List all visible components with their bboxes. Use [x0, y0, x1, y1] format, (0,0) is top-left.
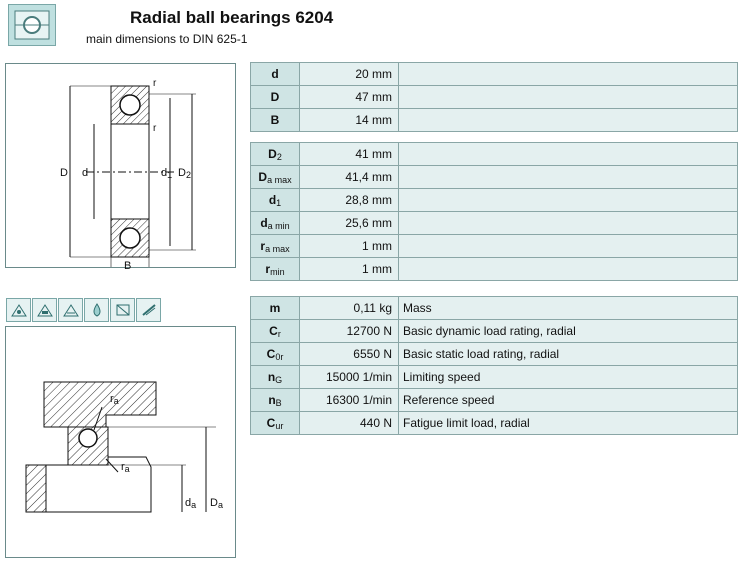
Da-label [210, 497, 223, 510]
dim-label-d1 [161, 167, 172, 180]
page-title: Radial ball bearings 6204 [130, 8, 334, 27]
table-row [251, 189, 738, 212]
description-cell [399, 143, 738, 166]
description-cell [399, 109, 738, 132]
description-cell: Basic static load rating, radial [399, 343, 738, 366]
symbol: r [265, 261, 271, 276]
value-cell: 25,6 mm [300, 212, 399, 235]
symbol: n [268, 392, 276, 407]
value-cell: 15000 1/min [300, 366, 399, 389]
mounting-drawing [5, 326, 236, 558]
performance-data-table [250, 296, 738, 435]
value-cell: 47 mm [300, 86, 399, 109]
description-cell [399, 212, 738, 235]
da-label-sub: a [191, 500, 197, 510]
main-dimensions-table [250, 62, 738, 132]
description-cell [399, 189, 738, 212]
description-cell: Basic dynamic load rating, radial [399, 320, 738, 343]
dim-label-d1-sub: 1 [167, 170, 173, 180]
symbol-cell [251, 212, 300, 235]
symbol: d [260, 215, 268, 230]
value-cell: 28,8 mm [300, 189, 399, 212]
dim-label-d1-main: d [161, 167, 168, 179]
symbol: C [269, 323, 278, 338]
ra-label-bottom [121, 461, 130, 474]
value-cell: 1 mm [300, 235, 399, 258]
symbol: B [270, 112, 280, 127]
dim-label-d: d [82, 167, 89, 179]
value-cell: 41 mm [300, 143, 399, 166]
dim-label-D2-sub: 2 [185, 170, 191, 180]
symbol-cell [251, 235, 300, 258]
Da-label-main: D [210, 497, 218, 509]
symbol-cell [251, 366, 300, 389]
value-cell: 41,4 mm [300, 166, 399, 189]
symbol-sub: B [275, 397, 282, 408]
description-cell: Mass [399, 297, 738, 320]
mounting-icon[interactable] [110, 298, 135, 322]
table-row [251, 297, 738, 320]
da-label-main: d [185, 497, 192, 509]
symbol: D [258, 169, 268, 184]
value-cell: 0,11 kg [300, 297, 399, 320]
description-cell: Fatigue limit load, radial [399, 412, 738, 435]
symbol-sub: ur [275, 420, 284, 431]
Da-label-sub: a [217, 500, 223, 510]
bearing-c0-icon[interactable] [6, 298, 31, 322]
table-row [251, 258, 738, 281]
description-cell [399, 235, 738, 258]
symbol-sub: 0r [275, 351, 284, 362]
symbol-cell [251, 389, 300, 412]
symbol-cell [251, 320, 300, 343]
symbol-cell [251, 297, 300, 320]
symbol-sub: a max [265, 243, 290, 254]
ra-label-top-main: r [110, 393, 114, 405]
symbol: n [267, 369, 276, 384]
symbol-cell [251, 258, 300, 281]
symbol-sub: min [270, 266, 285, 277]
description-cell: Limiting speed [399, 366, 738, 389]
table-row [251, 143, 738, 166]
symbol-sub: 1 [276, 197, 282, 208]
dim-label-B: B [124, 260, 132, 272]
da-label [185, 497, 196, 510]
symbol-cell [251, 189, 300, 212]
symbol: r [260, 238, 266, 253]
symbol-sub: G [275, 374, 283, 385]
value-cell: 6550 N [300, 343, 399, 366]
symbol: C [266, 415, 276, 430]
symbol: C [266, 346, 276, 361]
description-cell: Reference speed [399, 389, 738, 412]
symbol-sub: r [277, 328, 281, 339]
table-row [251, 412, 738, 435]
table-row [251, 235, 738, 258]
symbol-cell [251, 412, 300, 435]
ra-label-bottom-main: r [121, 461, 125, 473]
value-cell: 16300 1/min [300, 389, 399, 412]
description-cell [399, 86, 738, 109]
dim-label-D2 [178, 167, 191, 180]
table-row [251, 86, 738, 109]
bearing-logo-icon [8, 4, 56, 46]
symbol: D [270, 89, 280, 104]
ra-label-top-sub: a [113, 396, 119, 406]
view-toolbar [6, 298, 162, 322]
symbol: m [269, 300, 281, 315]
ra-label-bottom-sub: a [124, 464, 130, 474]
symbol-cell [251, 143, 300, 166]
symbol-sub: a max [267, 174, 292, 185]
bearing-section-drawing [5, 63, 236, 272]
symbol-sub: 2 [276, 151, 282, 162]
symbol-cell [251, 109, 300, 132]
description-cell [399, 63, 738, 86]
symbol-cell [251, 343, 300, 366]
table-row [251, 166, 738, 189]
table-row [251, 109, 738, 132]
bearing-cor-icon[interactable] [58, 298, 83, 322]
abutment-dimensions-table [250, 142, 738, 281]
value-cell: 20 mm [300, 63, 399, 86]
dim-label-D2-main: D [178, 167, 186, 179]
value-cell: 440 N [300, 412, 399, 435]
table-row [251, 63, 738, 86]
table-row [251, 320, 738, 343]
symbol: d [268, 192, 277, 207]
dim-label-r-top: r [153, 78, 157, 89]
table-row [251, 343, 738, 366]
value-cell: 14 mm [300, 109, 399, 132]
value-cell: 1 mm [300, 258, 399, 281]
symbol-cell [251, 166, 300, 189]
value-cell: 12700 N [300, 320, 399, 343]
dim-label-r-mid: r [153, 123, 157, 134]
table-row [251, 366, 738, 389]
symbol-cell [251, 63, 300, 86]
ra-label-top [110, 393, 119, 406]
dim-label-D: D [60, 167, 68, 179]
table-row [251, 389, 738, 412]
description-cell [399, 166, 738, 189]
symbol-cell [251, 86, 300, 109]
symbol: d [271, 66, 279, 81]
bearing-cr-icon[interactable] [32, 298, 57, 322]
symbol-sub: a min [267, 220, 290, 231]
lubrication-icon[interactable] [84, 298, 109, 322]
table-row [251, 212, 738, 235]
symbol: D [268, 146, 277, 161]
description-cell [399, 258, 738, 281]
tolerance-icon[interactable] [136, 298, 161, 322]
page-subtitle: main dimensions to DIN 625-1 [86, 32, 248, 46]
